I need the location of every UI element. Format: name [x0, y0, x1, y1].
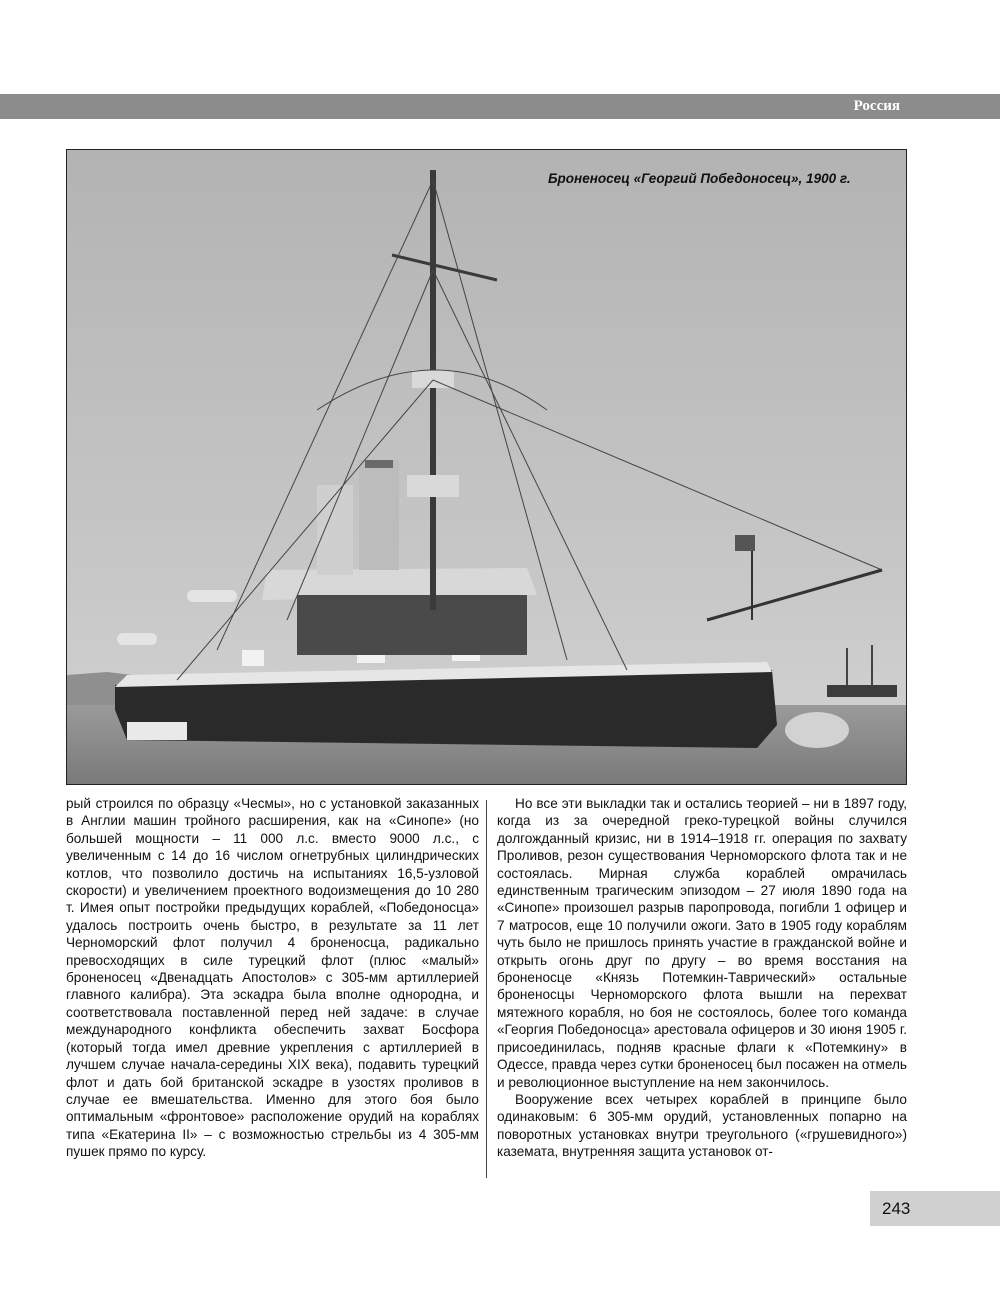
paragraph: Но все эти выкладки так и остались теорией – ни в 1897 году, когда из за очередной греко-турецкой войны случился долгожданный кризис, ни в 1914–1918 гг. операция по захвату Проливов, резон существования Черноморского флота так и не состоялась. Мирная служба кораблей омрачилась единственным трагическим эпизодом – 27 июля 1890 года на «Синопе» произошел разрыв паропровода, погибли 1 офицер и 7 матросов, еще 10 получили ожоги. Зато в 1905 году кораблям чуть было не пришлось принять участие в гражданской войне и открыть огонь друг по другу – во время восстания на броненосце «Князь Потемкин-Таврический» остальные броненосцы Черноморского флота вышли на перехват мятежного корабля, но боя не состоялось, более того команда «Георгия Победоносца» арестовала офицеров и 30 июня 1905 г. присоединилась, подняв красные флаги к «Потемкину» в Одессе, правда через сутки броненосец был посажен на отмель и революционное выступление на нем закончилось.	[497, 796, 907, 1090]
photo-caption: Броненосец «Георгий Победоносец», 1900 г.	[548, 171, 851, 186]
casemate-port	[242, 650, 264, 666]
launch-boat	[127, 722, 187, 740]
fighting-top	[407, 475, 459, 497]
column-divider	[486, 800, 487, 1178]
lifeboat	[187, 590, 237, 602]
superstructure	[297, 595, 527, 655]
funnel	[359, 460, 399, 570]
header-band	[0, 94, 1000, 119]
right-column	[497, 795, 907, 1161]
page-number: 243	[882, 1199, 911, 1218]
funnel-cap	[365, 460, 393, 468]
mooring-buoy	[785, 712, 849, 748]
left-column	[66, 795, 479, 1161]
fighting-top	[412, 370, 454, 388]
jack-flag	[735, 535, 755, 551]
section-title: Россия	[853, 98, 900, 114]
funnel	[317, 485, 353, 575]
mast	[430, 170, 436, 610]
battleship-photo	[66, 149, 907, 785]
lifeboat	[117, 633, 157, 645]
page-number-tab	[870, 1191, 1000, 1226]
paragraph: рый строился по образцу «Чесмы», но с установкой заказанных в Англии машин тройного расширения, как на «Синопе» (но большей мощности – 11 000 л.с. вместо 9000 л.с., с увеличенным с 14 до 16 числом огнетрубных цилиндрических котлов, что позволило достичь на испытаниях 16,5-узловой скорости) и увеличением проектного водоизмещения до 10 280 т. Имея опыт постройки предыдущих кораблей, «Победоносца» удалось построить очень быстро, в результате за 11 лет Черноморский флот получил 4 броненосца, радикально превосходящих в силе турецкий флот (плюс «малый» броненосец «Двенадцать Апостолов» с 305-мм артиллерией главного калибра). Эта эскадра была вполне однородна, и соответствовала поставленной перед ней задаче: в случае международного конфликта обеспечить захват Босфора (который тогда имел древние укрепления с артиллерией в лучшем случае начала-середины XIX века), подавить турецкий флот и дать бой британской эскадре в узостях проливов в случае ее вмешательства. Именно для этого боя было оптимальным «фронтовое» расположение орудий на кораблях типа «Екатерина II» – с возможностью стрельбы из 4 305-мм пушек прямо по курсу.	[66, 796, 479, 1160]
paragraph: Вооружение всех четырех кораблей в принципе было одинаковым: 6 305-мм орудий, установленных попарно на поворотных установках внутри треугольного («грушевидного») каземата, внутренняя защита установок от-	[497, 1091, 907, 1160]
